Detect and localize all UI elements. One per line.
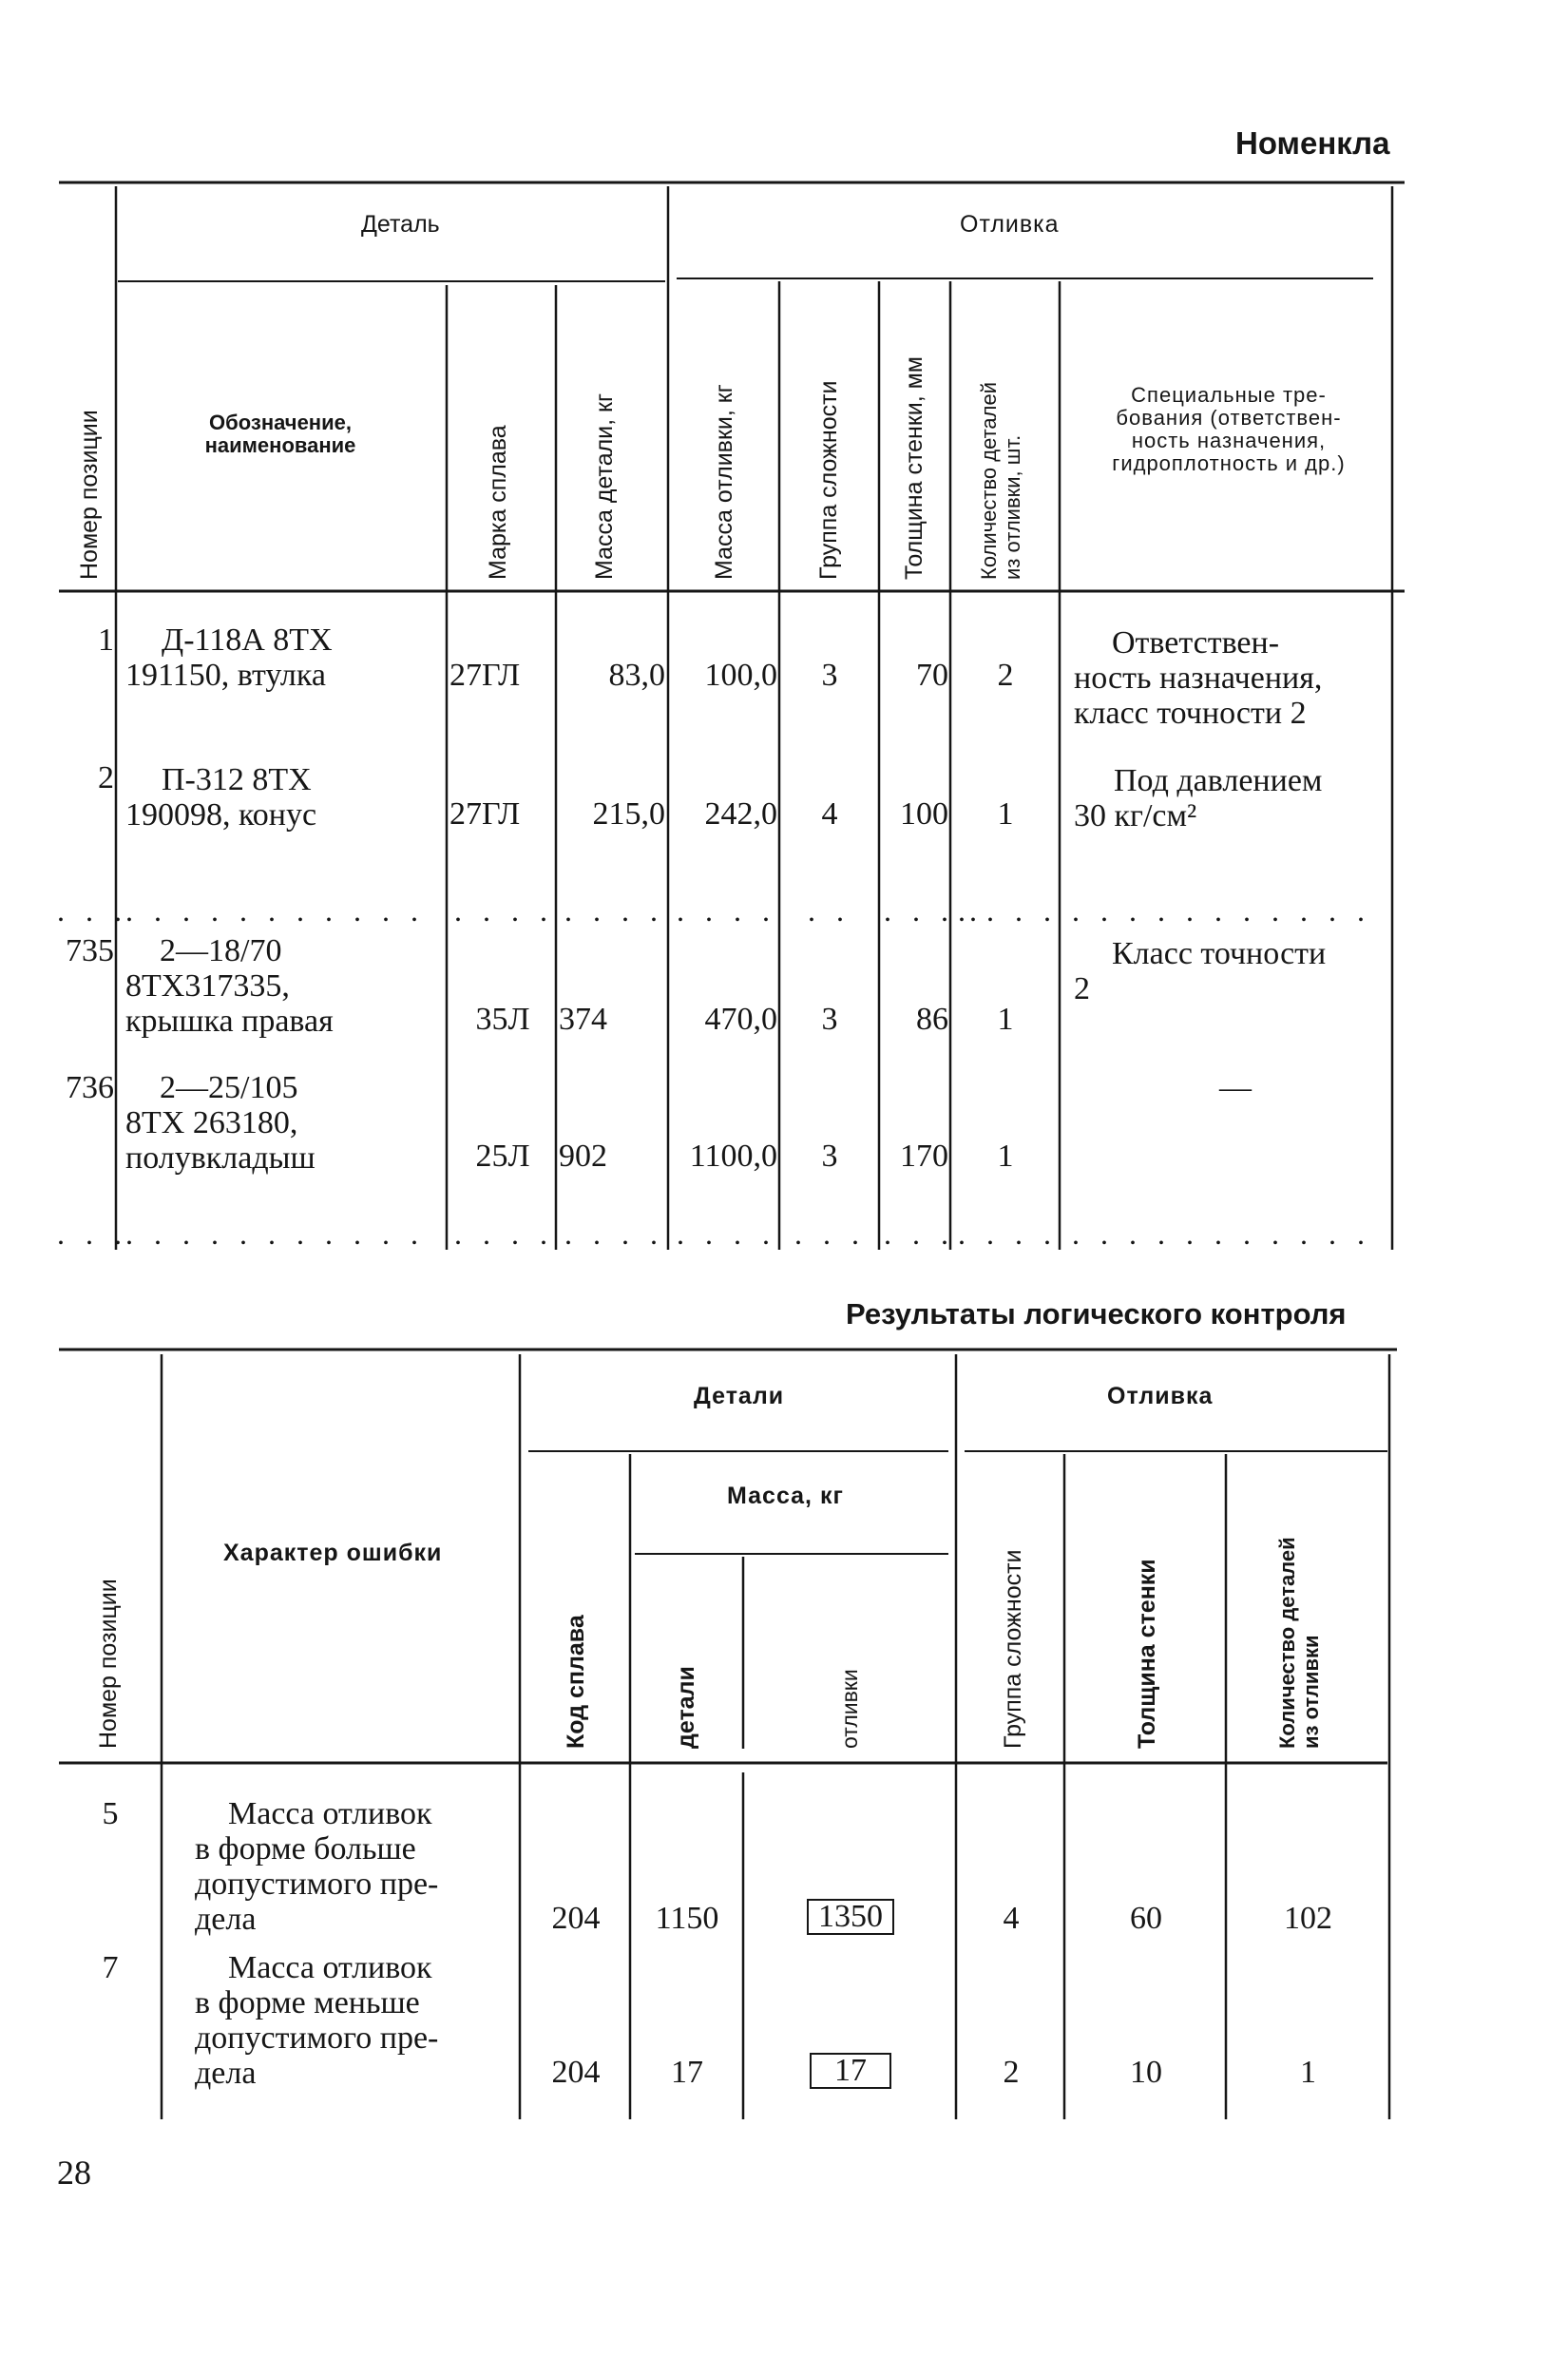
mass-part-cell: 1150	[655, 1901, 719, 1936]
table2-col-alloy-code: Код сплава	[563, 1615, 589, 1749]
dots: . . . .	[454, 1216, 554, 1251]
table1-col-part-mass: Масса детали, кг	[591, 392, 618, 580]
special-cell: Под давлением 30 кг/см²	[1074, 763, 1323, 833]
table2-col-position: Номер позиции	[95, 1579, 122, 1749]
highlighted-value: 1350	[807, 1899, 894, 1935]
table1-col-count: Количество деталей из отливки, шт.	[977, 381, 1024, 580]
dots: . . . .	[958, 1216, 1058, 1251]
error-cell: Масса отливок в форме меньше допустимого пре- дела	[195, 1950, 439, 2091]
highlighted-value: 17	[810, 2053, 891, 2089]
dots: . . . . . . . . . . .	[1072, 893, 1371, 928]
part-mass-cell: 374	[559, 1002, 607, 1037]
table1-col-position: Номер позиции	[76, 410, 103, 580]
mass-casting-cell	[746, 2053, 955, 2089]
pos-cell: 1	[98, 622, 114, 658]
special-cell: —	[1219, 1070, 1252, 1105]
page-number: 28	[57, 2154, 91, 2192]
mass-casting-cell	[746, 1899, 955, 1935]
table2-group-mass: Масса, кг	[727, 1483, 844, 1509]
dots: . . . .	[884, 893, 984, 928]
table2-title: Результаты логического контроля	[846, 1297, 1347, 1331]
dots: . . . .	[677, 893, 776, 928]
mass-part-cell: 17	[671, 2055, 703, 2090]
table2-col-count: Количество деталей из отливки	[1275, 1537, 1323, 1749]
count-cell: 1	[997, 796, 1014, 832]
wall-cell: 100	[900, 796, 948, 832]
count-cell: 1	[1300, 2055, 1316, 2090]
dots: . . .	[57, 1216, 128, 1251]
name-cell: П-312 8ТХ 190098, конус	[125, 762, 317, 833]
error-cell: Масса отливок в форме больше допустимого пре- дела	[195, 1796, 439, 1937]
table2-col-wall: Толщина стенки	[1134, 1559, 1160, 1749]
name-cell: 2—18/70 8ТХ317335, крышка правая	[125, 933, 334, 1039]
pos-cell: 2	[98, 760, 114, 795]
table2-group-casting: Отливка	[1107, 1383, 1214, 1409]
count-cell: 2	[997, 658, 1014, 693]
dots: . . . .	[454, 893, 554, 928]
part-mass-cell: 83,0	[608, 658, 665, 693]
wall-cell: 10	[1130, 2055, 1162, 2090]
dots: . . . .	[564, 1216, 664, 1251]
wall-cell: 170	[900, 1139, 948, 1174]
count-cell: 1	[997, 1139, 1014, 1174]
casting-mass-cell: 242,0	[704, 796, 777, 832]
table1-col-complexity: Группа сложности	[815, 380, 842, 580]
dots: . . . . . . . . . . .	[125, 893, 425, 928]
alloy-cell: 35Л	[475, 1002, 530, 1037]
table1-col-casting-mass: Масса отливки, кг	[711, 384, 737, 580]
alloy-cell: 27ГЛ	[449, 796, 521, 832]
dots: . . . .	[677, 1216, 776, 1251]
alloy-cell: 25Л	[475, 1139, 530, 1174]
special-cell: Ответствен- ность назначения, класс точности 2	[1074, 625, 1323, 731]
pos-cell: 735	[66, 933, 114, 968]
wall-cell: 60	[1130, 1901, 1162, 1936]
complexity-cell: 4	[821, 796, 838, 832]
casting-mass-cell: 100,0	[704, 658, 777, 693]
table1-col-designation: Обозначение, наименование	[204, 411, 356, 457]
dots: . . . . . . . . . . .	[125, 1216, 425, 1251]
dots: . .	[808, 893, 851, 928]
dots: . . . .	[958, 893, 1058, 928]
count-cell: 102	[1284, 1901, 1332, 1936]
count-cell: 1	[997, 1002, 1014, 1037]
table2-group-parts: Детали	[694, 1383, 785, 1409]
complexity-cell: 3	[821, 1002, 838, 1037]
dots: . . .	[884, 1216, 955, 1251]
wall-cell: 86	[916, 1002, 948, 1037]
casting-mass-cell: 1100,0	[689, 1139, 777, 1174]
complexity-cell: 4	[1003, 1901, 1020, 1936]
pos-cell: 736	[66, 1070, 114, 1105]
table1-col-special: Специальные тре- бования (ответствен- ность назначения, гидроплотность и др.)	[1112, 383, 1346, 475]
special-cell: Класс точности 2	[1074, 936, 1327, 1006]
part-mass-cell: 902	[559, 1139, 607, 1174]
complexity-cell: 2	[1003, 2055, 1020, 2090]
alloy-code-cell: 204	[551, 2055, 601, 2090]
dots: . . .	[794, 1216, 866, 1251]
casting-mass-cell: 470,0	[704, 1002, 777, 1037]
table2-col-mass-casting: отливки	[837, 1669, 862, 1749]
table1-group-detail: Деталь	[361, 211, 440, 238]
complexity-cell: 3	[821, 658, 838, 693]
dots: . . . . . . . . . . .	[1072, 1216, 1371, 1251]
table2-col-mass-part: детали	[673, 1666, 699, 1749]
dots: . . . .	[564, 893, 664, 928]
part-mass-cell: 215,0	[592, 796, 665, 832]
table2-col-complexity: Группа сложности	[1000, 1549, 1026, 1749]
dots: . . .	[57, 893, 128, 928]
table1-col-wall: Толщина стенки, мм	[901, 356, 927, 580]
alloy-code-cell: 204	[551, 1901, 601, 1936]
table2-col-error-type: Характер ошибки	[223, 1540, 443, 1566]
name-cell: Д-118А 8ТХ 191150, втулка	[125, 622, 333, 693]
complexity-cell: 3	[821, 1139, 838, 1174]
table1-group-casting: Отливка	[960, 211, 1060, 238]
table1-col-alloy: Марка сплава	[485, 425, 511, 580]
table1-title: Номенкла	[1235, 125, 1390, 161]
name-cell: 2—25/105 8ТХ 263180, полувкладыш	[125, 1070, 316, 1176]
pos-cell: 5	[102, 1796, 119, 1831]
wall-cell: 70	[916, 658, 948, 693]
alloy-cell: 27ГЛ	[449, 658, 521, 693]
pos-cell: 7	[102, 1950, 119, 1985]
